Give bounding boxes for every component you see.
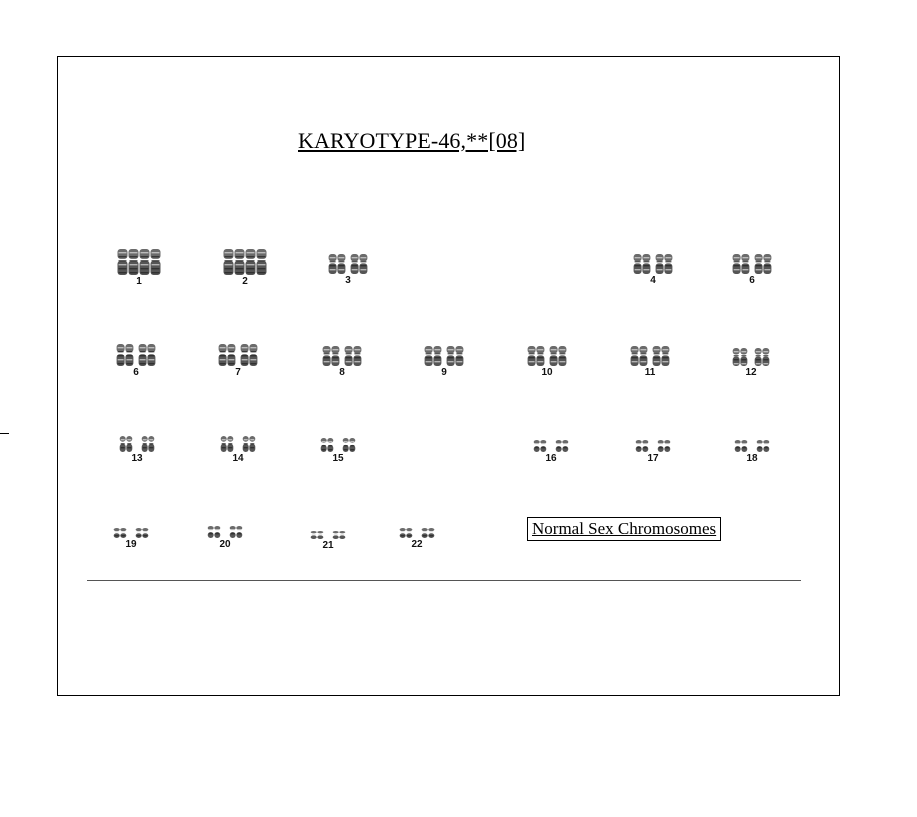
chromosome-number: 15 bbox=[332, 453, 344, 464]
chromosome-pair bbox=[203, 344, 273, 388]
chromosome-pair-image bbox=[96, 528, 166, 538]
chromosome-pair-image bbox=[203, 436, 273, 452]
chromosome-number: 12 bbox=[745, 367, 757, 378]
chromosome-pair-image bbox=[307, 346, 377, 366]
chromosome-number: 11 bbox=[644, 367, 656, 378]
chromosome-pair-image bbox=[716, 348, 786, 366]
chromosome-pair-image bbox=[615, 346, 685, 366]
chromosome-number: 21 bbox=[322, 540, 334, 551]
chromosome-number: 18 bbox=[746, 453, 758, 464]
chromosome-number: 16 bbox=[545, 453, 557, 464]
chromosome-number: 6 bbox=[133, 367, 139, 378]
chromosome-number: 1 bbox=[136, 276, 142, 287]
chromosome-pair-image bbox=[618, 254, 688, 274]
chromosome-pair-image bbox=[382, 528, 452, 538]
chromosome-pair-image bbox=[303, 438, 373, 452]
chromosome-number: 17 bbox=[647, 453, 659, 464]
chromosome-pair bbox=[293, 531, 363, 575]
chromosome-pair-image bbox=[293, 531, 363, 539]
chromosome-pair-image bbox=[313, 254, 383, 274]
chromosome-pair-image bbox=[104, 249, 174, 275]
chromosome-pair-image bbox=[102, 436, 172, 452]
chromosome-number: 20 bbox=[219, 539, 231, 550]
chromosome-number: 19 bbox=[125, 539, 137, 550]
chromosome-number: 8 bbox=[339, 367, 345, 378]
chromosome-pair-image bbox=[210, 249, 280, 275]
chromosome-number: 7 bbox=[235, 367, 241, 378]
chromosome-pair-image bbox=[203, 344, 273, 366]
karyotype-title: KARYOTYPE-46,**[08] bbox=[298, 128, 526, 153]
chromosome-pair-image bbox=[190, 526, 260, 538]
divider-line bbox=[87, 580, 801, 581]
chromosome-number: 6 bbox=[749, 275, 755, 286]
chromosome-pair-image bbox=[409, 346, 479, 366]
chromosome-number: 4 bbox=[650, 275, 656, 286]
chromosome-number: 22 bbox=[411, 539, 423, 550]
chromosome-pair-image bbox=[512, 346, 582, 366]
chromosome-pair bbox=[382, 528, 452, 572]
chromosome-pair-image bbox=[717, 254, 787, 274]
chromosome-pair-image bbox=[516, 440, 586, 452]
chromosome-pair bbox=[101, 344, 171, 388]
chromosome-pair bbox=[96, 528, 166, 572]
chromosome-pair-image bbox=[618, 440, 688, 452]
chromosome-number: 2 bbox=[242, 276, 248, 287]
chromosome-number: 14 bbox=[232, 453, 244, 464]
stray-tick-mark bbox=[0, 433, 9, 434]
chromosome-pair-image bbox=[717, 440, 787, 452]
chromosome-pair-image bbox=[101, 344, 171, 366]
chromosome-number: 13 bbox=[131, 453, 143, 464]
chromosome-number: 3 bbox=[345, 275, 351, 286]
sex-chromosomes-label: Normal Sex Chromosomes bbox=[527, 517, 721, 541]
chromosome-number: 10 bbox=[541, 367, 553, 378]
chromosome-number: 9 bbox=[441, 367, 447, 378]
